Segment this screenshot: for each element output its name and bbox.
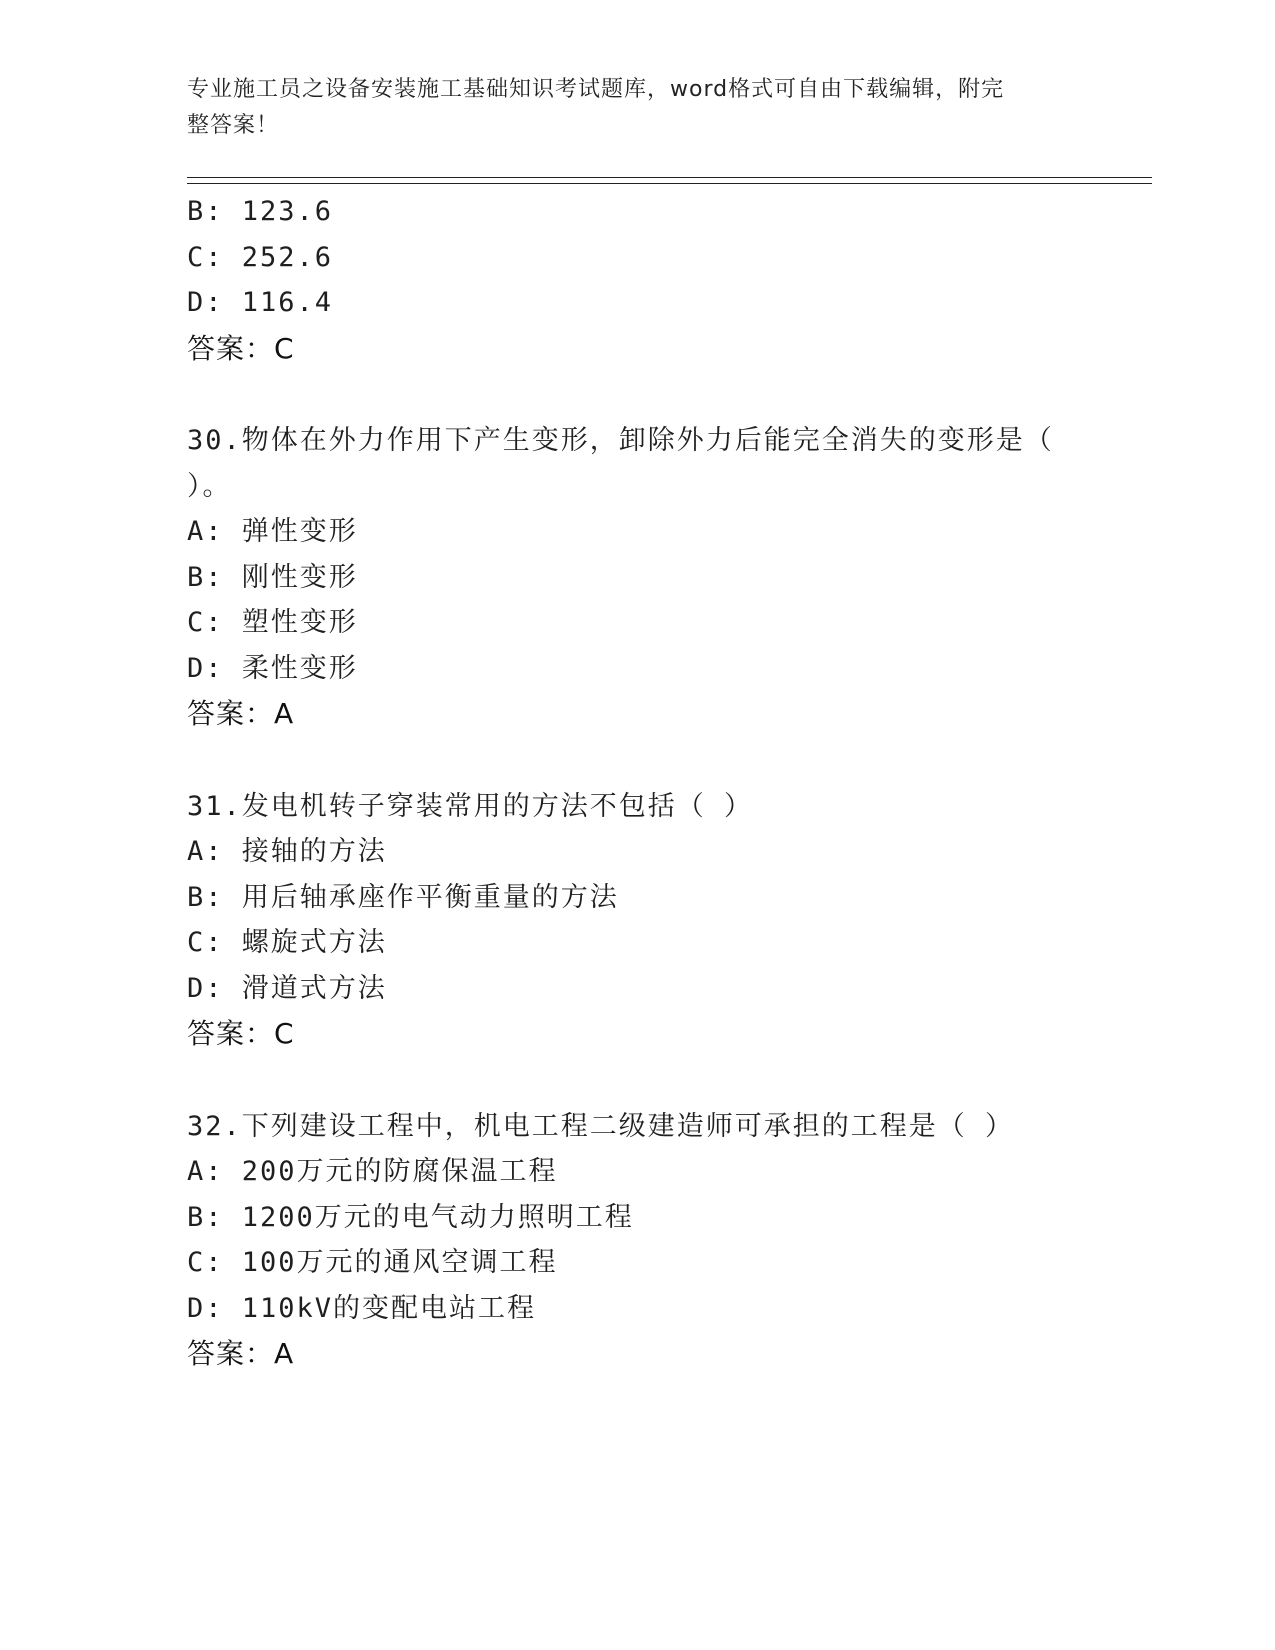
option-d: D: 滑道式方法 [187,972,387,1004]
header-line-2: 整答案！ [187,113,280,138]
question-31 [187,784,1087,1057]
answer: 答案：C [187,331,295,365]
option-d: D: 116.4 [187,287,334,318]
spacer [187,1057,1087,1104]
option-a: A: 弹性变形 [187,516,358,547]
header-line-1: 专业施工员之设备安装施工基础知识考试题库，word格式可自由下载编辑，附完 [187,77,1005,102]
option-c: C: 252.6 [187,241,334,273]
header-double-rule [187,177,1152,184]
option-c: C: 螺旋式方法 [187,927,387,958]
option-c: C: 100万元的通风空调工程 [187,1247,558,1278]
option-c: C: 塑性变形 [187,607,358,638]
question-32 [187,1104,1087,1377]
answer: 答案：A [187,697,295,730]
question-list [187,189,1087,1377]
spacer [187,371,1087,418]
question-stem: 31.发电机转子穿装常用的方法不包括（ ） [187,790,754,822]
question-stem: 32.下列建设工程中，机电工程二级建造师可承担的工程是（ ） [187,1110,1015,1142]
spacer [187,737,1087,784]
question-stem: 30.物体在外力作用下产生变形，卸除外力后能完全消失的变形是（ [187,425,1054,456]
question-29-tail [187,189,1087,371]
question-30 [187,418,1087,737]
option-a: A: 200万元的防腐保温工程 [187,1156,558,1187]
answer: 答案：A [187,1337,295,1370]
option-b: B: 1200万元的电气动力照明工程 [187,1201,634,1233]
option-d: D: 110kV的变配电站工程 [187,1292,537,1324]
option-d: D: 柔性变形 [187,652,358,684]
answer: 答案：C [187,1017,295,1050]
option-b: B: 123.6 [187,196,334,227]
option-b: B: 刚性变形 [187,561,358,593]
option-a: A: 接轴的方法 [187,836,387,867]
option-b: B: 用后轴承座作平衡重量的方法 [187,881,619,913]
document-header [187,72,1067,144]
question-stem-continued: ）。 [187,470,232,502]
